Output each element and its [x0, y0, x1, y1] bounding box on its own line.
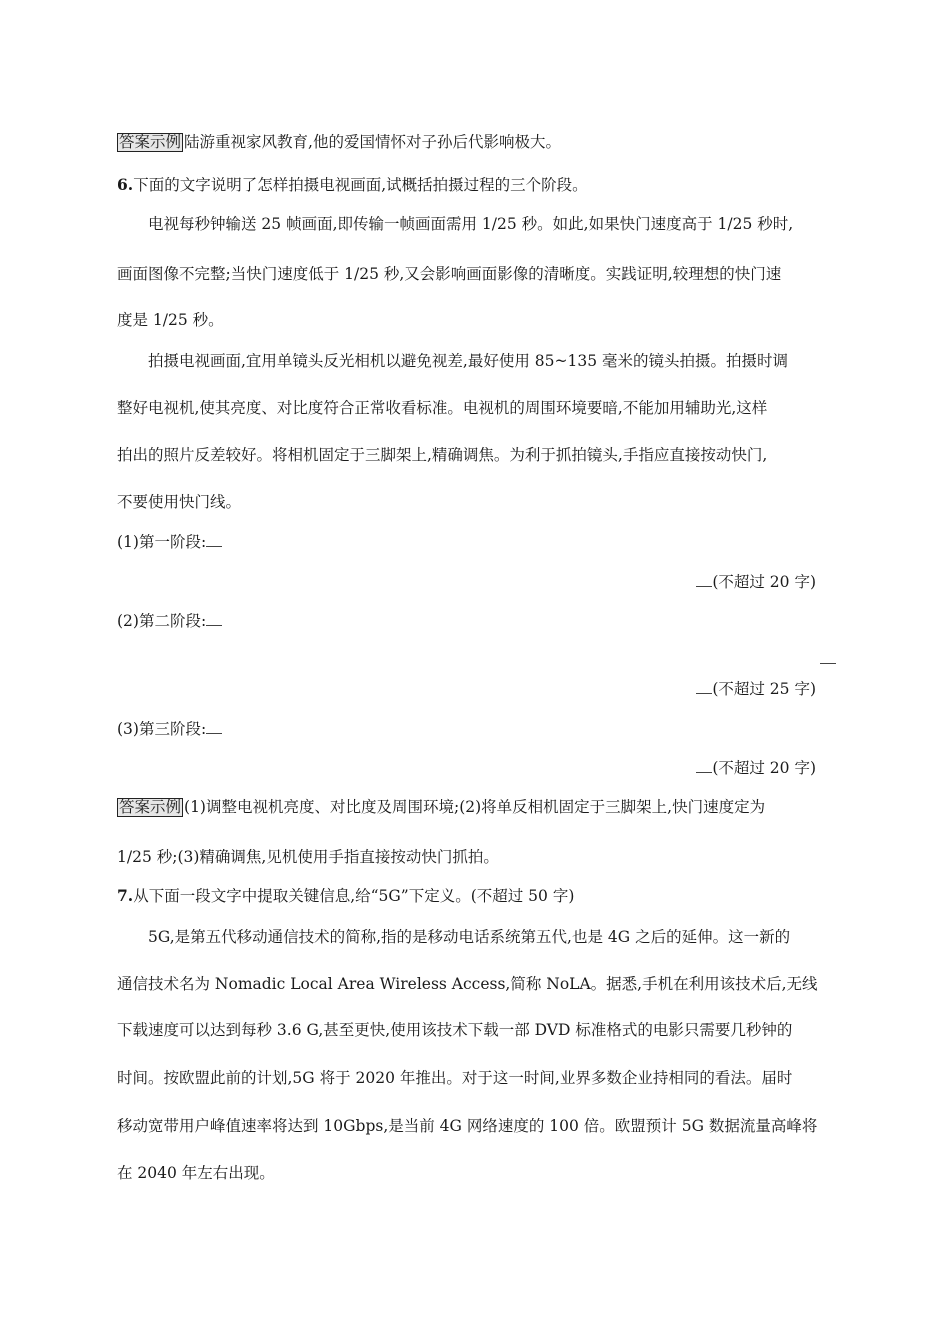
passage-line: 不要使用快门线。 — [117, 493, 242, 511]
passage-line: 拍出的照片反差较好。将相机固定于三脚架上,精确调焦。为利于抓拍镜头,手指应直接按动快门, — [117, 446, 768, 464]
stage-1-row — [117, 530, 222, 552]
question-text: 从下面一段文字中提取关键信息,给“5G”下定义。(不超过 50 字) — [133, 887, 575, 905]
stage-3-row — [117, 717, 222, 739]
stage-1-limit-row — [696, 570, 816, 592]
answer-blank[interactable] — [696, 572, 712, 587]
answer-blank[interactable] — [696, 679, 712, 694]
word-limit: (不超过 20 字) — [712, 573, 816, 591]
passage-line: 度是 1/25 秒。 — [117, 311, 224, 329]
passage-line: 整好电视机,使其亮度、对比度符合正常收看标准。电视机的周围环境要暗,不能加用辅助光,这样 — [117, 399, 768, 417]
answer-example-tag: 答案示例 — [119, 798, 182, 816]
stage-3-label: (3)第三阶段: — [117, 720, 207, 738]
answer-blank[interactable] — [206, 719, 222, 734]
previous-answer — [117, 130, 561, 152]
question-6-prompt — [117, 173, 588, 195]
passage-line: 时间。按欧盟此前的计划,5G 将于 2020 年推出。对于这一时间,业界多数企业持相同的看法。届时 — [117, 1069, 793, 1087]
passage-line: 画面图像不完整;当快门速度低于 1/25 秒,又会影响画面影像的清晰度。实践证明,较理想的快门速 — [117, 265, 782, 283]
answer-blank[interactable] — [206, 611, 222, 626]
q6-answer — [117, 795, 765, 817]
stage-2-row — [117, 609, 222, 631]
passage-line: 下载速度可以达到每秒 3.6 G,甚至更快,使用该技术下载一部 DVD 标准格式的电影只需要几秒钟的 — [117, 1021, 793, 1039]
word-limit: (不超过 25 字) — [712, 680, 816, 698]
passage-line: 在 2040 年左右出现。 — [117, 1164, 275, 1182]
answer-example-tag: 答案示例 — [119, 133, 182, 151]
question-7-prompt — [117, 884, 574, 906]
passage-line: 电视每秒钟输送 25 帧画面,即传输一帧画面需用 1/25 秒。如此,如果快门速度高于 1/25 秒时, — [148, 215, 794, 233]
answer-text-continued: 1/25 秒;(3)精确调焦,见机使用手指直接按动快门抓拍。 — [117, 848, 499, 866]
answer-text: 陆游重视家风教育,他的爱国情怀对子孙后代影响极大。 — [184, 133, 561, 151]
answer-text: (1)调整电视机亮度、对比度及周围环境;(2)将单反相机固定于三脚架上,快门速度定为 — [184, 798, 766, 816]
question-number: 7. — [117, 886, 134, 905]
stage-2-limit-row — [696, 677, 816, 699]
passage-line: 移动宽带用户峰值速率将达到 10Gbps,是当前 4G 网络速度的 100 倍。欧盟预计 5G 数据流量高峰将 — [117, 1117, 818, 1135]
passage-line: 通信技术名为 Nomadic Local Area Wireless Access,简称 NoLA。据悉,手机在利用该技术后,无线 — [117, 975, 818, 993]
stage-2-label: (2)第二阶段: — [117, 612, 207, 630]
answer-blank[interactable] — [696, 758, 712, 773]
passage-line: 5G,是第五代移动通信技术的简称,指的是移动电话系统第五代,也是 4G 之后的延伸。这一新的 — [148, 928, 791, 946]
question-text: 下面的文字说明了怎样拍摄电视画面,试概括拍摄过程的三个阶段。 — [133, 176, 588, 194]
word-limit: (不超过 20 字) — [712, 759, 816, 777]
stage-3-limit-row — [696, 756, 816, 778]
passage-line: 拍摄电视画面,宜用单镜头反光相机以避免视差,最好使用 85~135 毫米的镜头拍摄。拍摄时调 — [148, 352, 789, 370]
stage-1-label: (1)第一阶段: — [117, 533, 207, 551]
question-number: 6. — [117, 175, 134, 194]
answer-blank[interactable] — [820, 659, 836, 664]
answer-blank[interactable] — [206, 532, 222, 547]
